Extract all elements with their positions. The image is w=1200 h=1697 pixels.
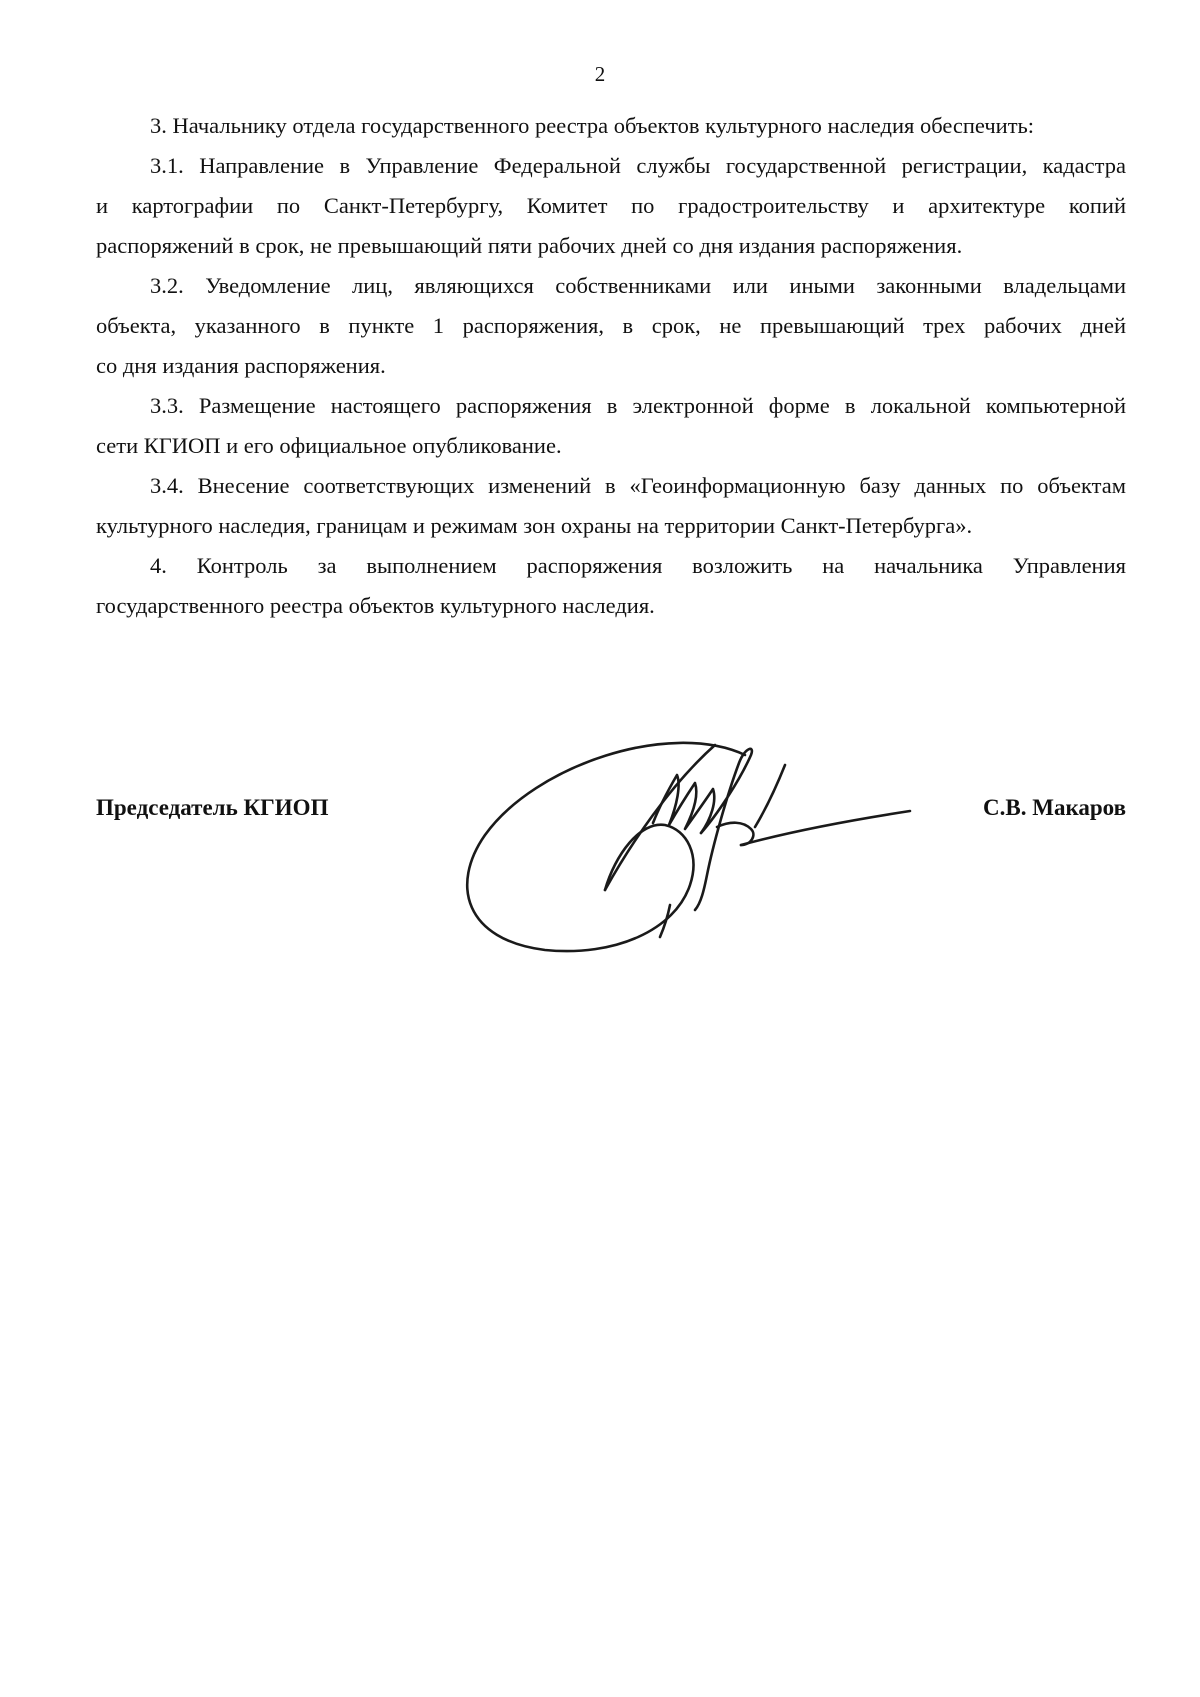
paragraph-line: распоряжений в срок, не превышающий пяти рабочих дней со дня издания распоряжения. <box>96 233 963 258</box>
paragraph-line: 4. Контроль за выполнением распоряжения возложить на начальника Управления <box>150 553 1126 578</box>
paragraph-line: 3.4. Внесение соответствующих изменений в «Геоинформационную базу данных по объектам <box>150 473 1126 498</box>
paragraph-3-3 <box>96 386 1126 466</box>
paragraph-3-1 <box>96 146 1126 266</box>
paragraph-line: и картографии по Санкт-Петербургу, Комитет по градостроительству и архитектуре копий <box>96 193 1126 218</box>
paragraph-3 <box>96 106 1126 146</box>
paragraph-line: объекта, указанного в пункте 1 распоряжения, в срок, не превышающий трех рабочих дней <box>96 313 1126 338</box>
paragraph-3-4 <box>96 466 1126 546</box>
paragraph-line: со дня издания распоряжения. <box>96 353 386 378</box>
paragraph-4 <box>96 546 1126 626</box>
page-number: 2 <box>594 62 606 86</box>
paragraph-line: 3. Начальнику отдела государственного реестра объектов культурного наследия обеспечить: <box>150 113 1035 138</box>
document-body <box>96 106 1126 626</box>
signatory-name: С.В. Макаров <box>983 795 1126 820</box>
paragraph-line: 3.2. Уведомление лиц, являющихся собственниками или иными законными владельцами <box>150 273 1126 298</box>
paragraph-line: государственного реестра объектов культурного наследия. <box>96 593 655 618</box>
paragraph-line: 3.1. Направление в Управление Федеральной службы государственной регистрации, кадастра <box>150 153 1126 178</box>
paragraph-line: 3.3. Размещение настоящего распоряжения в электронной форме в локальной компьютерной <box>150 393 1126 418</box>
signatory-title: Председатель КГИОП <box>96 795 329 820</box>
paragraph-line: культурного наследия, границам и режимам зон охраны на территории Санкт-Петербурга». <box>96 513 973 538</box>
signature-block <box>96 788 1126 828</box>
paragraph-line: сети КГИОП и его официальное опубликование. <box>96 433 562 458</box>
paragraph-3-2 <box>96 266 1126 386</box>
handwritten-signature <box>455 725 925 970</box>
